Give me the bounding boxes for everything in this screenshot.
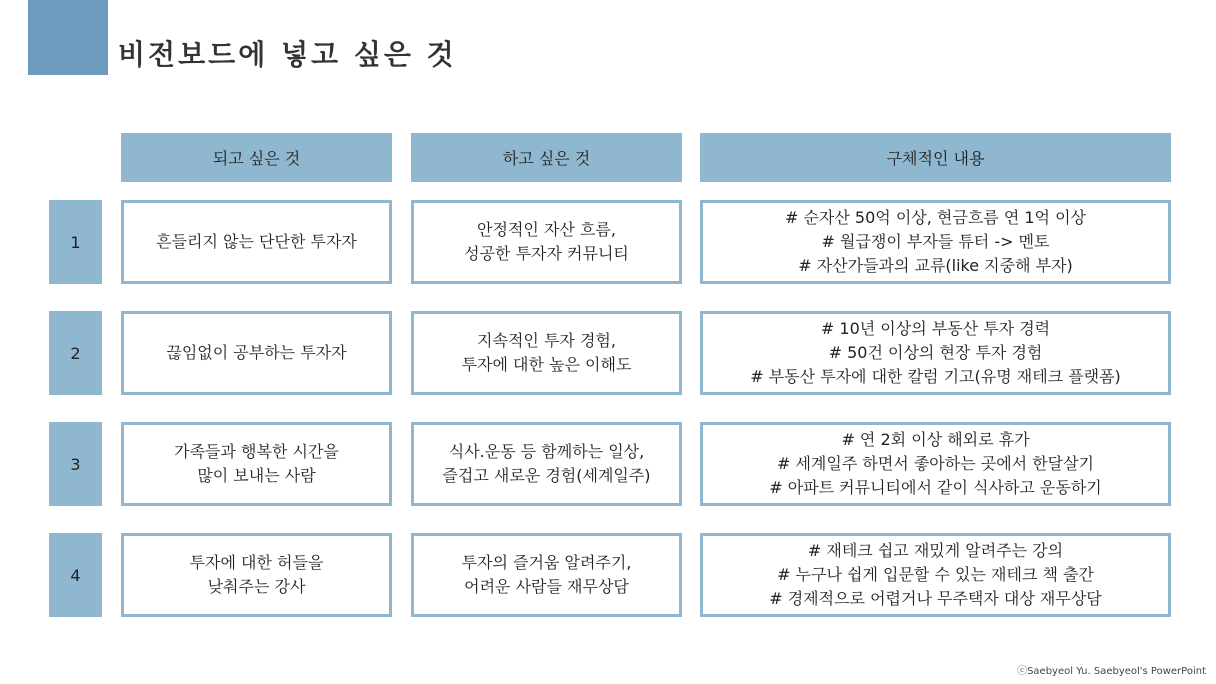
do-cell: [411, 200, 682, 284]
cell-line: 끊임없이 공부하는 투자자: [166, 343, 347, 362]
be-cell: [121, 311, 392, 395]
cell-line: # 세계일주 하면서 좋아하는 곳에서 한달살기: [776, 454, 1095, 473]
cell-line: 성공한 투자자 커뮤니티: [464, 244, 629, 263]
details-cell: [700, 200, 1171, 284]
do-cell: [411, 422, 682, 506]
cell-line: # 부동산 투자에 대한 칼럼 기고(유명 재테크 플랫폼): [750, 367, 1121, 386]
row-number: 2: [49, 311, 102, 395]
cell-line: # 자산가들과의 교류(like 지중해 부자): [798, 256, 1073, 275]
cell-line: 가족들과 행복한 시간을: [174, 442, 339, 461]
table-row: [0, 533, 1216, 617]
cell-line: # 10년 이상의 부동산 투자 경력: [820, 319, 1051, 338]
cell-line: 어려운 사람들 재무상담: [464, 577, 629, 596]
cell-line: 투자의 즐거움 알려주기,: [461, 553, 632, 572]
details-cell: [700, 533, 1171, 617]
cell-line: # 50건 이상의 현장 투자 경험: [828, 343, 1043, 362]
details-cell: [700, 311, 1171, 395]
row-number: 4: [49, 533, 102, 617]
copyright-notice: ⓒSaebyeol Yu. Saebyeol's PowerPoint: [1017, 666, 1206, 677]
row-number: 1: [49, 200, 102, 284]
column-header-be: 되고 싶은 것: [121, 133, 392, 182]
accent-square: [28, 0, 108, 75]
cell-line: # 누구나 쉽게 입문할 수 있는 재테크 책 출간: [777, 565, 1094, 584]
cell-line: 투자에 대한 높은 이해도: [461, 355, 632, 374]
cell-line: 식사.운동 등 함께하는 일상,: [448, 442, 645, 461]
table-row: [0, 200, 1216, 284]
column-header-details: 구체적인 내용: [700, 133, 1171, 182]
table-row: [0, 422, 1216, 506]
details-cell: [700, 422, 1171, 506]
cell-line: 투자에 대한 허들을: [189, 553, 324, 572]
cell-line: # 월급쟁이 부자들 튜터 -> 멘토: [821, 232, 1050, 251]
cell-line: # 연 2회 이상 해외로 휴가: [841, 430, 1030, 449]
cell-line: 지속적인 투자 경험,: [477, 331, 616, 350]
row-number: 3: [49, 422, 102, 506]
cell-line: 낮춰주는 강사: [207, 577, 306, 596]
column-header-do: 하고 싶은 것: [411, 133, 682, 182]
slide-title: 비전보드에 넣고 싶은 것: [118, 38, 457, 71]
be-cell: [121, 200, 392, 284]
cell-line: # 순자산 50억 이상, 현금흐름 연 1억 이상: [784, 208, 1087, 227]
be-cell: [121, 422, 392, 506]
cell-line: # 아파트 커뮤니티에서 같이 식사하고 운동하기: [769, 478, 1102, 497]
table-row: [0, 311, 1216, 395]
do-cell: [411, 311, 682, 395]
do-cell: [411, 533, 682, 617]
cell-line: 안정적인 자산 흐름,: [477, 220, 616, 239]
be-cell: [121, 533, 392, 617]
cell-line: # 경제적으로 어렵거나 무주택자 대상 재무상담: [769, 589, 1102, 608]
cell-line: 많이 보내는 사람: [197, 466, 316, 485]
cell-line: 즐겁고 새로운 경험(세계일주): [442, 466, 651, 485]
cell-line: # 재테크 쉽고 재밌게 알려주는 강의: [807, 541, 1064, 560]
cell-line: 흔들리지 않는 단단한 투자자: [156, 232, 357, 251]
